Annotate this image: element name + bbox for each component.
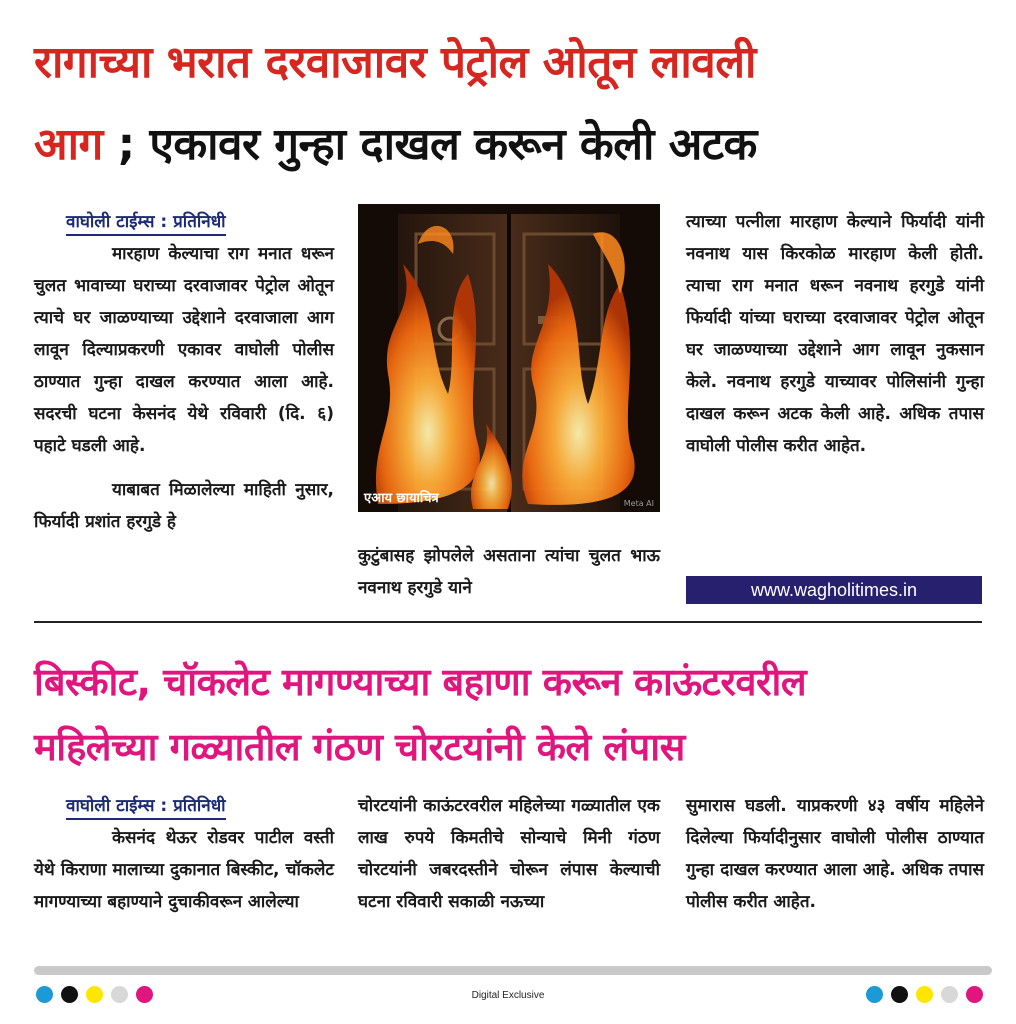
story2-byline: वाघोली टाईम्स : प्रतिनिधी — [66, 794, 226, 820]
story2-headline-line2: महिलेच्या गळ्यातील गंठण चोरटयांनी केले लंपास — [34, 725, 685, 769]
website-link[interactable]: www.wagholitimes.in — [686, 576, 982, 604]
story1-headline-line1: रागाच्या भरात दरवाजावर पेट्रोल ओतून लावली — [34, 37, 756, 88]
story1-col3-paragraph: त्याच्या पत्नीला मारहाण केल्याने फिर्यादी यांनी नवनाथ यास किरकोळ मारहाण केली होती. त्याचा राग मनात धरून नवनाथ हरगुडे यांनी फिर्यादी यांच्या घराच्या दरवाजावर पेट्रोल ओतून घर जाळण्याच्या उद्देशाने आग लावून नुकसान केले. नवनाथ हरगुडे याच्यावर पोलिसांनी गुन्हा दाखल करून अटक केली आहे. अधिक तपास वाघोली पोलीस करीत आहेत. — [686, 212, 984, 456]
story1-headline-red-word: आग — [34, 119, 103, 170]
story2-column-3 — [686, 790, 984, 918]
photo-watermark: Meta AI — [623, 499, 654, 508]
story1-headline-line2 — [34, 112, 757, 172]
story1-col1-paragraph-2: याबाबत मिळालेल्या माहिती नुसार, फिर्यादी प्रशांत हरगुडे हे — [34, 480, 334, 532]
story-divider — [34, 621, 982, 623]
story2-col1-paragraph: केसनंद थेऊर रोडवर पाटील वस्ती येथे किराणा मालाच्या दुकानात बिस्कीट, चॉकलेट मागण्याच्या बहाण्याने दुचाकीवरून आलेल्या — [34, 828, 334, 912]
story2-column-2 — [358, 790, 660, 918]
registration-dots-right — [866, 986, 983, 1003]
photo-caption: एआय छायाचित्र — [364, 491, 439, 506]
story2-col3-paragraph: सुमारास घडली. याप्रकरणी ४३ वर्षीय महिलेने दिलेल्या फिर्यादीनुसार वाघोली पोलीस ठाण्यात गुन्हा दाखल करण्यात आला आहे. अधिक तपास पोलीस करीत आहेत. — [686, 796, 984, 912]
footer-label: Digital Exclusive — [471, 990, 545, 1001]
story1-column-3 — [686, 206, 984, 462]
story2-column-1 — [34, 790, 334, 918]
fire-door-illustration — [358, 204, 660, 512]
story2-col2-paragraph: चोरटयांनी काऊंटरवरील महिलेच्या गळ्यातील एक लाख रुपये किमतीचे सोन्याचे मिनी गंठण चोरटयांनी जबरदस्तीने चोरून लंपास केल्याची घटना रविवारी सकाळी नऊच्या — [358, 796, 660, 912]
registration-dot — [916, 986, 933, 1003]
story1-column-2 — [358, 540, 660, 604]
story1-column-1 — [34, 206, 334, 538]
story1-byline: वाघोली टाईम्स : प्रतिनिधी — [66, 210, 226, 236]
registration-dot — [966, 986, 983, 1003]
story1-col2-paragraph: कुटुंबासह झोपलेले असताना त्यांचा चुलत भाऊ नवनाथ हरगुडे याने — [358, 546, 660, 598]
story1-headline-rest: ; एकावर गुन्हा दाखल करून केली अटक — [102, 119, 757, 170]
story2-headline-line1: बिस्कीट, चॉकलेट मागण्याच्या बहाणा करून काऊंटरवरील — [34, 660, 807, 704]
registration-dot — [941, 986, 958, 1003]
registration-dot — [891, 986, 908, 1003]
fire-door-photo — [358, 204, 660, 512]
story1-col1-paragraph-1: मारहाण केल्याचा राग मनात धरून चुलत भावाच्या घराच्या दरवाजावर पेट्रोल ओतून त्याचे घर जाळण्याच्या उद्देशाने दरवाजाला आग लावून दिल्याप्रकरणी एकावर वाघोली पोलीस ठाण्यात गुन्हा दाखल करण्यात आला आहे. सदरची घटना केसनंद येथे रविवारी (दि. ६) पहाटे घडली आहे. — [34, 244, 334, 456]
footer-bar — [34, 966, 992, 975]
registration-dot — [866, 986, 883, 1003]
